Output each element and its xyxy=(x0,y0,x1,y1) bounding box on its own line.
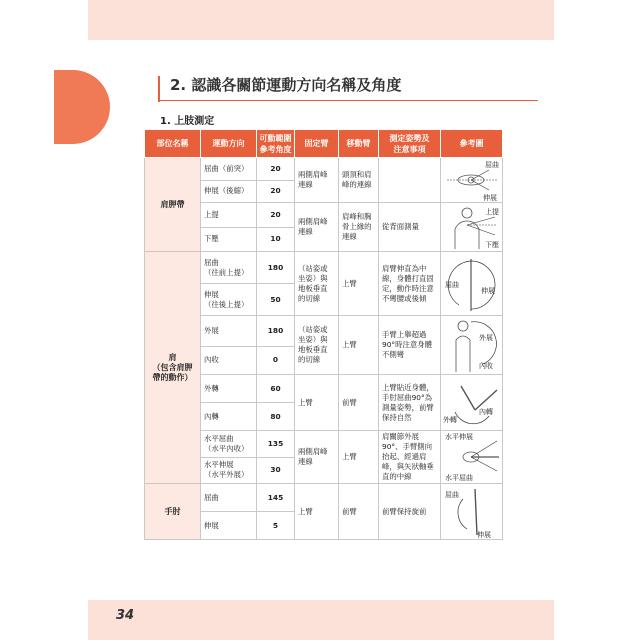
table-row xyxy=(145,158,503,181)
direction-cell: 下壓 xyxy=(201,227,257,252)
fig-label: 水平伸展 xyxy=(445,433,473,441)
range-cell: 20 xyxy=(257,203,295,228)
fig-label: 外轉 xyxy=(443,415,457,424)
fig-label: 水平屈曲 xyxy=(445,474,473,482)
fig-label: 屈曲 xyxy=(445,490,459,499)
direction-cell: 屈曲 （往前上提） xyxy=(201,252,257,284)
moving-arm-cell: 上臂 xyxy=(339,431,379,484)
direction-cell: 伸展 （往後上提） xyxy=(201,284,257,316)
range-cell: 20 xyxy=(257,158,295,181)
fixed-arm-cell: （站姿或 坐姿）與 地板垂直 的切線 xyxy=(295,252,339,316)
figure-shoulder-flexion xyxy=(441,252,503,316)
range-cell: 0 xyxy=(257,346,295,374)
part-elbow: 手肘 xyxy=(145,484,201,540)
range-cell: 145 xyxy=(257,484,295,512)
header-part: 部位名稱 xyxy=(145,130,201,158)
table-header-row xyxy=(145,130,503,158)
figure-shoulder-girdle-flexion xyxy=(441,158,503,203)
fixed-arm-cell: 上臂 xyxy=(295,375,339,431)
direction-cell: 屈曲（前突） xyxy=(201,158,257,181)
direction-cell: 伸展 xyxy=(201,512,257,540)
range-cell: 180 xyxy=(257,252,295,284)
moving-arm-cell: 上臂 xyxy=(339,316,379,375)
direction-cell: 上提 xyxy=(201,203,257,228)
moving-arm-cell: 上臂 xyxy=(339,252,379,316)
direction-cell: 伸展（後縮） xyxy=(201,180,257,203)
fixed-arm-cell: 兩側肩峰 連線 xyxy=(295,158,339,203)
fig-label: 伸展 xyxy=(483,194,497,202)
fig-label: 伸展 xyxy=(477,530,491,539)
table-row xyxy=(145,252,503,284)
section-heading xyxy=(158,70,538,102)
direction-cell: 水平屈曲 （水平內收） xyxy=(201,431,257,458)
moving-arm-cell: 肩峰和胸 骨上緣的 連線 xyxy=(339,203,379,252)
fixed-arm-cell: 兩側肩峰 連線 xyxy=(295,203,339,252)
fixed-arm-cell: 兩側肩峰 連線 xyxy=(295,431,339,484)
notes-cell: 上臂貼近身體，手肘屈曲90°為測量姿勢，前臂保持自然 xyxy=(379,375,441,431)
top-decor-band xyxy=(88,0,554,40)
notes-cell: 肩關節外展90°、手臂側向抬起、經過肩峰，與矢狀軸垂直的中線 xyxy=(379,431,441,484)
notes-cell: 手臂上舉超過90°時注意身體不側彎 xyxy=(379,316,441,375)
header-direction: 運動方向 xyxy=(201,130,257,158)
subsection-title: 1. 上肢測定 xyxy=(160,116,215,127)
page-number: 34 xyxy=(116,608,135,623)
fixed-arm-cell: （站姿或 坐姿）與 地板垂直 的切線 xyxy=(295,316,339,375)
heading-accent-horizontal xyxy=(158,100,538,101)
range-cell: 80 xyxy=(257,403,295,431)
range-cell: 20 xyxy=(257,180,295,203)
table-row xyxy=(145,484,503,512)
header-moving-arm: 移動臂 xyxy=(339,130,379,158)
fig-label: 內收 xyxy=(479,362,493,370)
figure-shoulder-horizontal xyxy=(441,431,503,484)
range-cell: 180 xyxy=(257,316,295,347)
direction-cell: 內收 xyxy=(201,346,257,374)
moving-arm-cell: 頭頂和肩 峰的連線 xyxy=(339,158,379,203)
range-cell: 5 xyxy=(257,512,295,540)
direction-cell: 屈曲 xyxy=(201,484,257,512)
figure-shoulder-abduction xyxy=(441,316,503,375)
range-cell: 135 xyxy=(257,431,295,458)
range-cell: 60 xyxy=(257,375,295,403)
figure-elbow xyxy=(441,484,503,540)
notes-cell: 前臂保持旋前 xyxy=(379,484,441,540)
fig-label: 外展 xyxy=(479,334,493,342)
fig-label: 內轉 xyxy=(479,407,493,416)
moving-arm-cell: 前臂 xyxy=(339,484,379,540)
range-cell: 50 xyxy=(257,284,295,316)
direction-cell: 外展 xyxy=(201,316,257,347)
part-shoulder-girdle: 肩胛帶 xyxy=(145,158,201,252)
fig-label: 下壓 xyxy=(485,241,499,249)
notes-cell xyxy=(379,158,441,203)
range-cell: 30 xyxy=(257,457,295,484)
header-fixed-arm: 固定臂 xyxy=(295,130,339,158)
notes-cell: 從背面測量 xyxy=(379,203,441,252)
moving-arm-cell: 前臂 xyxy=(339,375,379,431)
header-reference-figure: 參考圖 xyxy=(441,130,503,158)
notes-cell: 肩臂伸直為中線，身體打直固定，動作時注意不彎腰或後傾 xyxy=(379,252,441,316)
part-shoulder: 肩 （包含肩胛 帶的動作） xyxy=(145,252,201,484)
direction-cell: 外轉 xyxy=(201,375,257,403)
chapter-tab xyxy=(54,70,110,144)
direction-cell: 水平伸展 （水平外展） xyxy=(201,457,257,484)
direction-cell: 內轉 xyxy=(201,403,257,431)
header-posture-notes: 測定姿勢及 注意事項 xyxy=(379,130,441,158)
header-range: 可動範圍 參考角度 xyxy=(257,130,295,158)
fig-label: 上提 xyxy=(485,208,499,216)
bottom-decor-band xyxy=(88,600,554,640)
joint-motion-table xyxy=(144,129,503,540)
figure-shoulder-rotation xyxy=(441,375,503,431)
fig-label: 伸展 xyxy=(481,286,495,295)
fig-label: 屈曲 xyxy=(445,280,459,289)
heading-title: 2. 認識各關節運動方向名稱及角度 xyxy=(170,76,402,94)
fig-label: 屈曲 xyxy=(485,161,499,169)
figure-shoulder-girdle-elevation xyxy=(441,203,503,252)
range-cell: 10 xyxy=(257,227,295,252)
heading-accent-vertical xyxy=(158,76,160,102)
fixed-arm-cell: 上臂 xyxy=(295,484,339,540)
